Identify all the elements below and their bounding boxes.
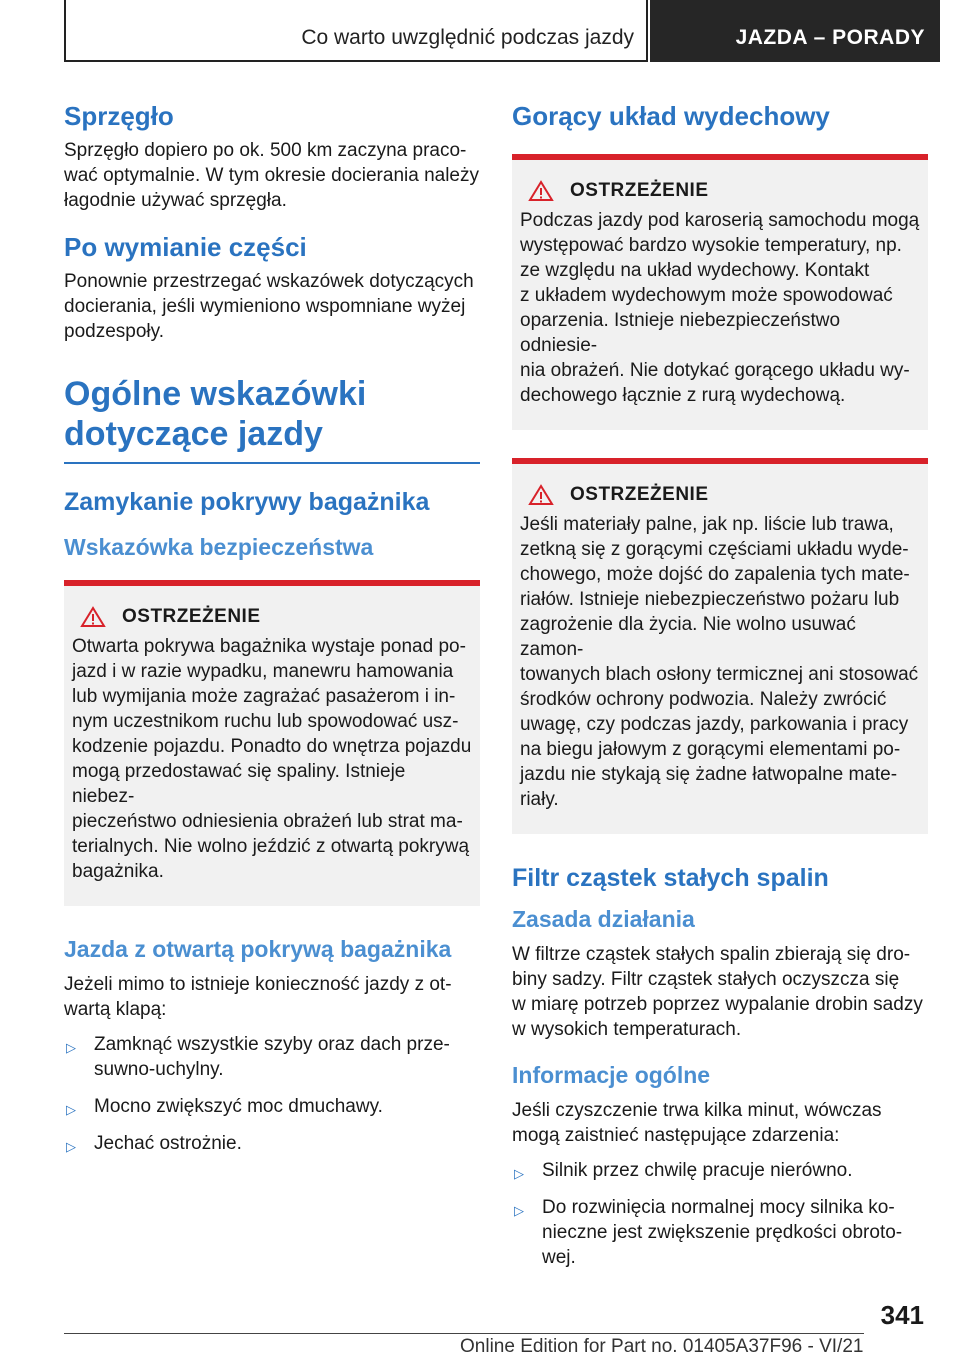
- warning-triangle-icon: [528, 180, 554, 202]
- bullet-triangle-icon: ▷: [66, 1040, 76, 1055]
- header-chapter-box: [650, 0, 940, 62]
- para-wymiana: Ponownie przestrzegać wskazówek dotyczących docierania, jeśli wymieniono wspomniane wyżej podzespoły.: [64, 271, 474, 342]
- header-section-box: [64, 0, 648, 62]
- warning-text: Otwarta pokrywa bagażnika wystaje ponad po- jazd i w razie wypadku, manewru hamowania lub wymijania może zagrażać pasażerom i in- nym uczestnikom ruchu lub spowodować usz- kodzenie pojazdu. Ponadto do wnętrza pojazdu mogą przedostawać się spaliny. Istnieje niebez- pieczeństwo odniesienia obrażeń lub strat ma- terialnych. Nie wolno jeździć z otwartą pokrywą bagażnika.: [72, 636, 472, 882]
- right-column: [512, 100, 928, 1282]
- heading-goracy: Gorący układ wydechowy: [512, 101, 830, 131]
- heading-zamykanie: Zamykanie pokrywy bagażnika: [64, 488, 430, 516]
- para-sprzeglo: Sprzęgło dopiero po ok. 500 km zaczyna praco- wać optymalnie. W tym okresie docierania należy łagodnie używać sprzęgła.: [64, 140, 480, 211]
- para-zasada: W filtrze cząstek stałych spalin zbierają się dro- biny sadzy. Filtr cząstek stałych oczyszcza się w miarę potrzeb poprzez wypalanie drobin sadzy w wysokich temperaturach.: [512, 944, 923, 1040]
- para-jazda: Jeżeli mimo to istnieje konieczność jazdy z ot- wartą klapą:: [64, 974, 452, 1020]
- heading-filtr: Filtr cząstek stałych spalin: [512, 864, 829, 892]
- warning-title: OSTRZEŻENIE: [122, 606, 261, 627]
- header-chapter: JAZDA – PORADY: [735, 26, 925, 49]
- list-jazda: [64, 1032, 480, 1156]
- warning-title: OSTRZEŻENIE: [570, 484, 709, 505]
- list-item: ▷ Zamknąć wszystkie szyby oraz dach prze- suwno-uchylny.: [66, 1034, 450, 1080]
- heading-sprzeglo: Sprzęgło: [64, 101, 174, 131]
- heading-informacje: Informacje ogólne: [512, 1062, 711, 1088]
- warning-box-exhaust: [512, 154, 928, 430]
- warning-text: Jeśli materiały palne, jak np. liście lub trawa, zetkną się z gorącymi częściami układu wyde- chowego, może dojść do zapalenia tych mate- riałów. Istnieje niebezpieczeństwo pożaru lub zagrożenie dla życia. Nie wolno usuwać zamon- towanych blach osłony termicznej ani stosować środków ochrony podwozia. Należy zwrócić uwagę, czy podczas jazdy, parkowania i pracy na biegu jałowym z gorącymi elementami po- jazdu nie stykają się żadne łatwopalne mate- riały.: [520, 514, 919, 810]
- footer-edition: Online Edition for Part no. 01405A37F96 - VI/21: [460, 1336, 864, 1357]
- footer-rule: [64, 1333, 864, 1334]
- bullet-triangle-icon: ▷: [66, 1102, 76, 1117]
- heading-jazda: Jazda z otwartą pokrywą bagażnika: [64, 936, 452, 962]
- warning-title: OSTRZEŻENIE: [570, 180, 709, 201]
- heading-wymiana: Po wymianie części: [64, 232, 307, 262]
- bullet-triangle-icon: ▷: [514, 1203, 524, 1218]
- list-item: ▷ Jechać ostrożnie.: [64, 1131, 480, 1156]
- list-item: ▷ Do rozwinięcia normalnej mocy silnika ko- nieczne jest zwiększenie prędkości obroto- wej.: [514, 1197, 903, 1268]
- heading-rule: [64, 462, 480, 464]
- warning-text: Podczas jazdy pod karoserią samochodu mogą występować bardzo wysokie temperatury, np. ze względu na układ wydechowy. Kontakt z układem wydechowym może spowodować oparzenia. Istnieje niebezpieczeństwo odniesie- nia obrażeń. Nie dotykać gorącego układu wy- dechowego łącznie z rurą wydechową.: [520, 210, 920, 406]
- main-heading: Ogólne wskazówki dotyczące jazdy: [64, 375, 367, 453]
- header-section-title: Co warto uwzględnić podczas jazdy: [301, 26, 634, 49]
- warning-triangle-icon: [80, 606, 106, 628]
- warning-box-trunk: [64, 580, 480, 906]
- warning-box-flammable: [512, 458, 928, 834]
- left-column: [64, 100, 480, 1168]
- page-number: 341: [880, 1300, 924, 1330]
- para-informacje: Jeśli czyszczenie trwa kilka minut, wówczas mogą zaistnieć następujące zdarzenia:: [512, 1100, 882, 1146]
- warning-triangle-icon: [528, 484, 554, 506]
- bullet-triangle-icon: ▷: [66, 1139, 76, 1154]
- list-item: ▷ Silnik przez chwilę pracuje nierówno.: [512, 1158, 928, 1183]
- heading-wskazowka: Wskazówka bezpieczeństwa: [64, 534, 374, 560]
- bullet-triangle-icon: ▷: [514, 1166, 524, 1181]
- list-informacje: [512, 1158, 928, 1270]
- heading-zasada: Zasada działania: [512, 906, 695, 932]
- list-item: ▷ Mocno zwiększyć moc dmuchawy.: [64, 1094, 480, 1119]
